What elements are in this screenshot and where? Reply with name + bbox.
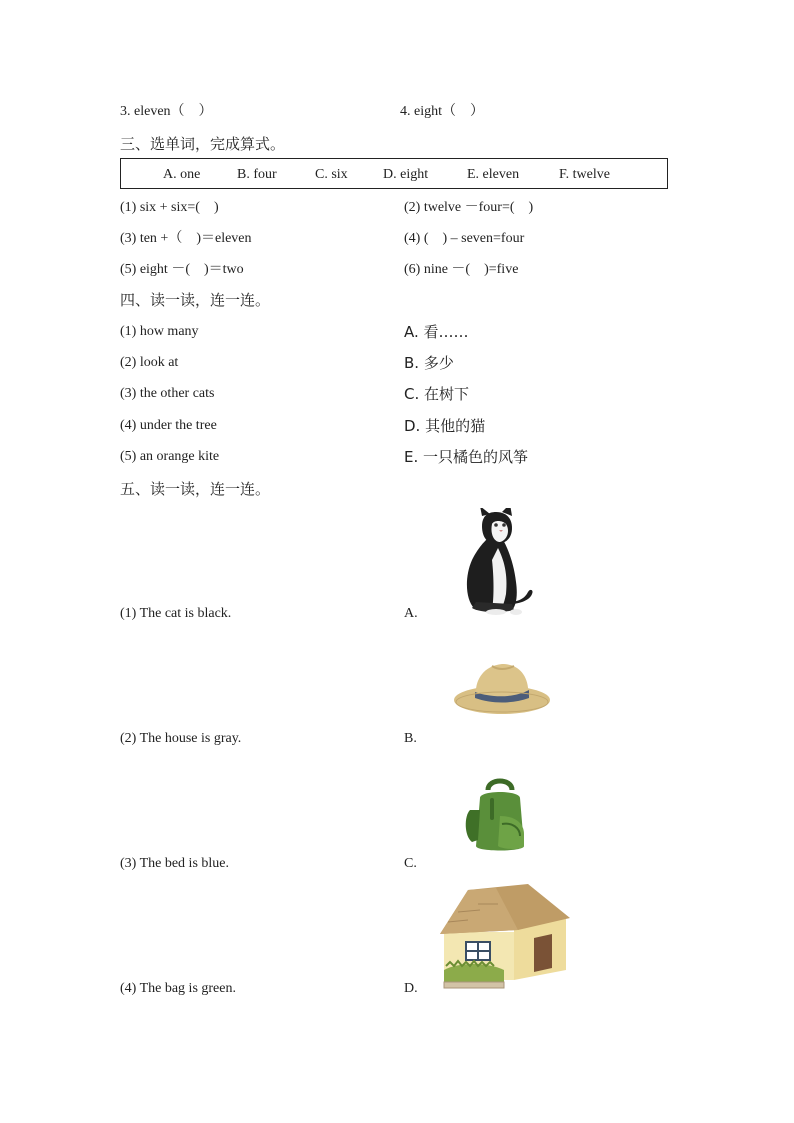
match-left-4: (4) under the tree (120, 418, 217, 433)
equation-5: (5) eight －( )＝two (120, 262, 244, 277)
section-5-heading: 五、读一读，连一连。 (120, 480, 271, 498)
match-right-c: C. 在树下 (404, 385, 470, 403)
question-3-eleven: 3. eleven（ ） (120, 104, 213, 119)
equation-2: (2) twelve －four=( ) (404, 200, 534, 215)
word-option-b: B. four (237, 167, 277, 182)
sentence-1: (1) The cat is black. (120, 606, 232, 621)
question-4-eight: 4. eight（ ） (400, 104, 484, 119)
word-option-c: C. six (315, 167, 348, 182)
section-4-heading: 四、读一读，连一连。 (120, 291, 271, 309)
match-left-2: (2) look at (120, 355, 179, 370)
word-option-a: A. one (163, 167, 201, 182)
word-option-d: D. eight (383, 167, 429, 182)
house-icon (438, 882, 574, 994)
sentence-2: (2) The house is gray. (120, 731, 242, 746)
match-right-e: E. 一只橘色的风筝 (404, 448, 529, 466)
hat-icon (452, 658, 552, 718)
word-option-f: F. twelve (559, 167, 610, 182)
equation-6: (6) nine －( )=five (404, 262, 519, 277)
section-3-heading: 三、选单词，完成算式。 (120, 135, 286, 153)
match-left-1: (1) how many (120, 324, 199, 339)
equation-1: (1) six + six=( ) (120, 200, 219, 215)
equation-3: (3) ten +（ )＝eleven (120, 231, 252, 246)
sentence-4: (4) The bag is green. (120, 981, 236, 996)
cat-icon (458, 508, 538, 616)
picture-label-a: A. (404, 606, 418, 621)
match-right-b: B. 多少 (404, 354, 454, 372)
match-left-3: (3) the other cats (120, 386, 215, 401)
picture-label-d: D. (404, 981, 418, 996)
word-option-e: E. eleven (467, 167, 520, 182)
backpack-icon (462, 776, 538, 856)
picture-label-b: B. (404, 731, 417, 746)
word-bank-box (120, 158, 668, 189)
picture-label-c: C. (404, 856, 417, 871)
match-left-5: (5) an orange kite (120, 449, 220, 464)
sentence-3: (3) The bed is blue. (120, 856, 229, 871)
equation-4: (4) ( ) – seven=four (404, 231, 525, 246)
match-right-d: D. 其他的猫 (404, 417, 486, 435)
match-right-a: A. 看…… (404, 323, 469, 341)
